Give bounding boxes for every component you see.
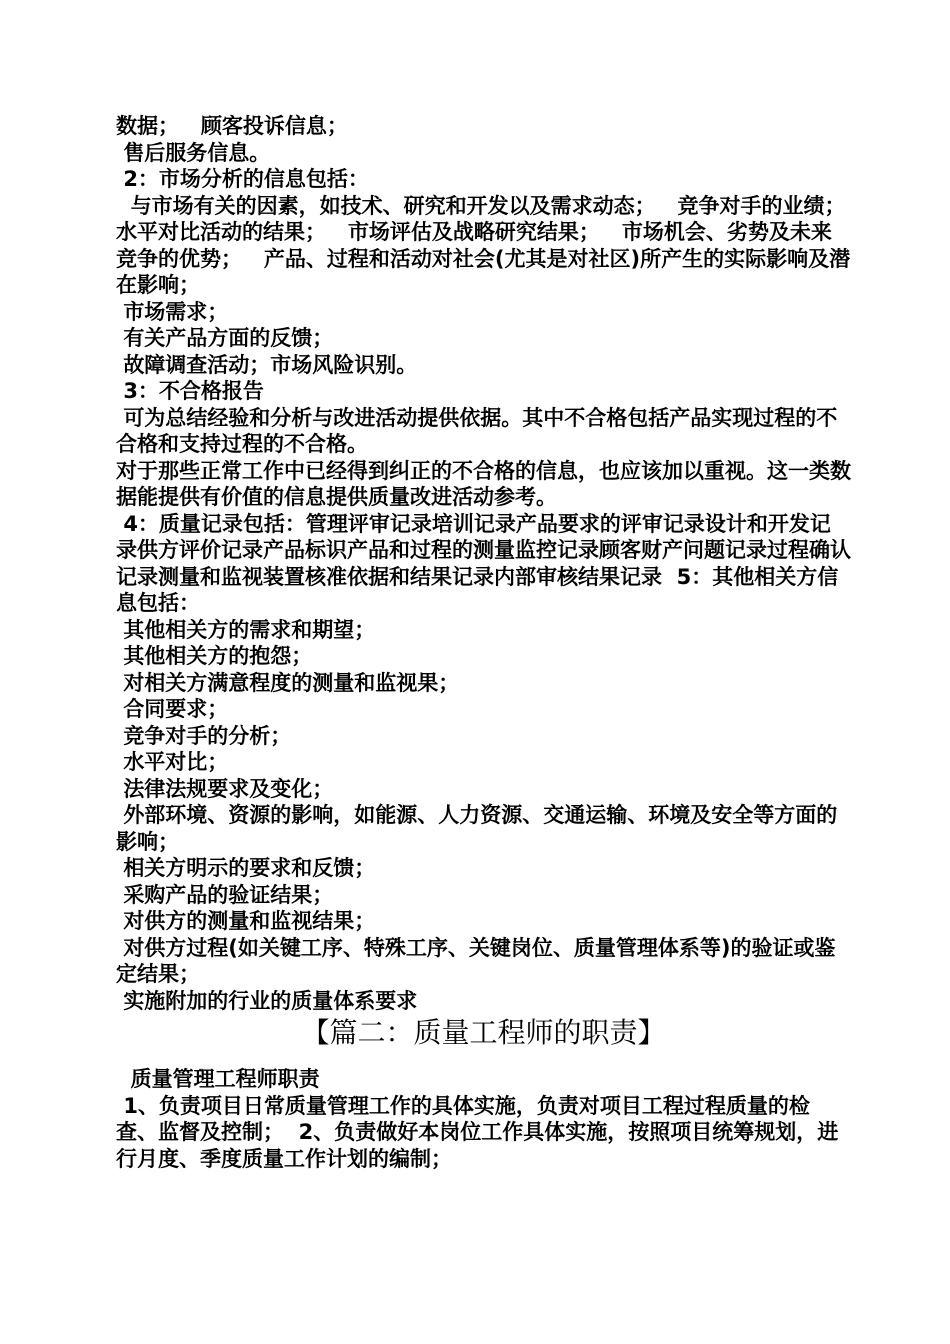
text-paragraph: 对供方过程(如关键工序、特殊工序、关键岗位、质量管理体系等)的验证或鉴定结果； bbox=[116, 935, 836, 986]
text-paragraph: 对于那些正常工作中已经得到纠正的不合格的信息，也应该加以重视。这一类数据能提供有价值的信息提供质量改进活动参考。 bbox=[116, 458, 851, 509]
text-line: 2：市场分析的信息包括： bbox=[116, 167, 369, 191]
text-paragraph: 4：质量记录包括：管理评审记录培训记录产品要求的评审记录设计和开发记录供方评价记录产品标识产品和过程的测量监控记录顾客财产问题记录过程确认记录测量和监视装置核准依据和结果记录内部审核结果记录 5：其他相关方信息包括： bbox=[116, 511, 851, 615]
text-line: 其他相关方的抱怨； bbox=[116, 644, 313, 668]
text-line: 数据； 顾客投诉信息； bbox=[116, 114, 348, 138]
section-information-sources bbox=[116, 113, 868, 1014]
text-line: 3：不合格报告 bbox=[116, 379, 264, 403]
text-paragraph: 可为总结经验和分析与改进活动提供依据。其中不合格包括产品实现过程的不合格和支持过程的不合格。 bbox=[116, 405, 838, 456]
text-line: 法律法规要求及变化； bbox=[116, 776, 334, 801]
document-page bbox=[116, 113, 868, 1172]
section-heading: 【篇二：质量工程师的职责】 bbox=[301, 1016, 666, 1049]
text-line: 相关方明示的要求和反馈； bbox=[116, 856, 376, 880]
section-quality-engineer-duties bbox=[116, 1014, 851, 1172]
text-line: 实施附加的行业的质量体系要求 bbox=[116, 988, 418, 1013]
text-paragraph: 1、负责项目日常质量管理工作的具体实施，负责对项目工程过程质量的检查、监督及控制； 2、负责做好本岗位工作具体实施，按照项目统筹规划，进行月度、季度质量工作计划的编制； bbox=[116, 1093, 839, 1171]
text-paragraph: 外部环境、资源的影响，如能源、人力资源、交通运输、环境及安全等方面的影响； bbox=[116, 803, 838, 854]
text-line: 故障调查活动；市场风险识别。 bbox=[116, 352, 418, 377]
text-line: 水平对比； bbox=[116, 750, 229, 774]
text-line: 市场需求； bbox=[116, 299, 229, 324]
text-paragraph: 与市场有关的因素，如技术、研究和开发以及需求动态； 竞争对手的业绩； 水平对比活动的结果； 市场评估及战略研究结果； 市场机会、劣势及未来竞争的优势； 产品、过程和活动对社会(尤其是对社区)所产生的实际影响及潜在影响； bbox=[116, 193, 868, 297]
text-line: 对供方的测量和监视结果； bbox=[116, 909, 376, 933]
text-line: 对相关方满意程度的测量和监视果； bbox=[116, 670, 460, 695]
text-line: 合同要求； bbox=[116, 697, 229, 721]
text-line: 售后服务信息。 bbox=[116, 140, 271, 165]
text-line: 采购产品的验证结果； bbox=[116, 882, 334, 907]
text-line: 竞争对手的分析； bbox=[116, 723, 292, 748]
section-subheading: 质量管理工程师职责 bbox=[116, 1067, 320, 1091]
text-line: 其他相关方的需求和期望； bbox=[116, 617, 376, 642]
text-line: 有关产品方面的反馈； bbox=[116, 326, 334, 350]
